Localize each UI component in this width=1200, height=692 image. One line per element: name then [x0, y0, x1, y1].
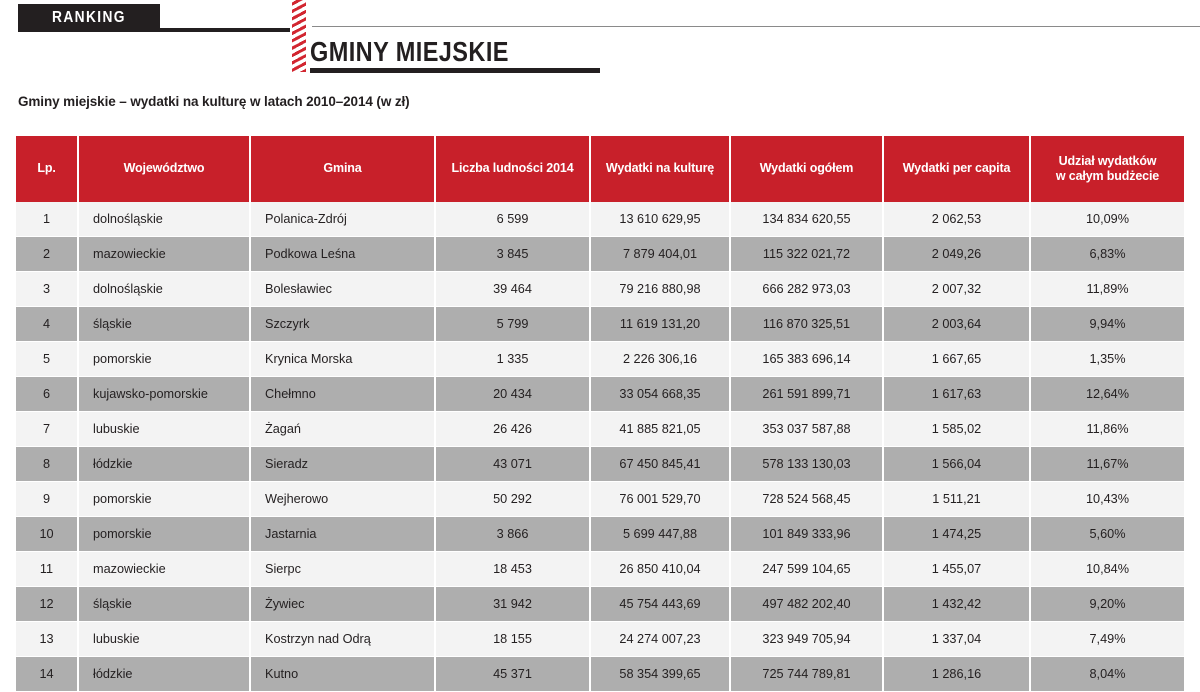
- cell-udzial-wydatkow: 11,86%: [1030, 412, 1184, 447]
- cell-wydatki-per-capita: 1 585,02: [883, 412, 1030, 447]
- cell-wojewodztwo: pomorskie: [78, 342, 250, 377]
- cell-wydatki-na-kulture: 45 754 443,69: [590, 587, 730, 622]
- table-row[interactable]: [16, 447, 1184, 482]
- cell-liczba-ludnosci: 31 942: [435, 587, 590, 622]
- cell-liczba-ludnosci: 3 866: [435, 517, 590, 552]
- ranking-table-container: [16, 136, 1184, 692]
- cell-wydatki-ogolem: 323 949 705,94: [730, 622, 883, 657]
- cell-wydatki-ogolem: 261 591 899,71: [730, 377, 883, 412]
- table-header-row: [16, 136, 1184, 202]
- table-row[interactable]: [16, 202, 1184, 237]
- cell-lp: 9: [16, 482, 78, 517]
- cell-wojewodztwo: pomorskie: [78, 482, 250, 517]
- cell-wydatki-na-kulture: 33 054 668,35: [590, 377, 730, 412]
- table-row[interactable]: [16, 622, 1184, 657]
- cell-wydatki-na-kulture: 24 274 007,23: [590, 622, 730, 657]
- cell-lp: 10: [16, 517, 78, 552]
- cell-wojewodztwo: mazowieckie: [78, 552, 250, 587]
- cell-wydatki-per-capita: 2 049,26: [883, 237, 1030, 272]
- column-header-liczba-ludnosci[interactable]: Liczba ludności 2014: [435, 136, 590, 202]
- cell-udzial-wydatkow: 10,84%: [1030, 552, 1184, 587]
- cell-wydatki-ogolem: 134 834 620,55: [730, 202, 883, 237]
- cell-wydatki-per-capita: 1 474,25: [883, 517, 1030, 552]
- table-header: [16, 136, 1184, 202]
- table-row[interactable]: [16, 237, 1184, 272]
- table-row[interactable]: [16, 517, 1184, 552]
- cell-gmina: Bolesławiec: [250, 272, 435, 307]
- cell-liczba-ludnosci: 6 599: [435, 202, 590, 237]
- cell-gmina: Kutno: [250, 657, 435, 692]
- cell-udzial-wydatkow: 10,09%: [1030, 202, 1184, 237]
- table-row[interactable]: [16, 657, 1184, 692]
- cell-wydatki-ogolem: 101 849 333,96: [730, 517, 883, 552]
- cell-wydatki-per-capita: 1 511,21: [883, 482, 1030, 517]
- cell-liczba-ludnosci: 3 845: [435, 237, 590, 272]
- cell-udzial-wydatkow: 12,64%: [1030, 377, 1184, 412]
- cell-wydatki-ogolem: 578 133 130,03: [730, 447, 883, 482]
- cell-liczba-ludnosci: 26 426: [435, 412, 590, 447]
- cell-wydatki-na-kulture: 26 850 410,04: [590, 552, 730, 587]
- cell-wydatki-na-kulture: 11 619 131,20: [590, 307, 730, 342]
- cell-gmina: Sierpc: [250, 552, 435, 587]
- cell-gmina: Sieradz: [250, 447, 435, 482]
- diagonal-hatch-decoration-icon: [292, 0, 306, 72]
- table-row[interactable]: [16, 377, 1184, 412]
- column-header-wydatki-per-capita[interactable]: Wydatki per capita: [883, 136, 1030, 202]
- cell-gmina: Polanica-Zdrój: [250, 202, 435, 237]
- cell-gmina: Żywiec: [250, 587, 435, 622]
- cell-wojewodztwo: kujawsko-pomorskie: [78, 377, 250, 412]
- cell-udzial-wydatkow: 7,49%: [1030, 622, 1184, 657]
- cell-wydatki-na-kulture: 67 450 845,41: [590, 447, 730, 482]
- cell-udzial-wydatkow: 11,89%: [1030, 272, 1184, 307]
- cell-wydatki-na-kulture: 2 226 306,16: [590, 342, 730, 377]
- cell-lp: 1: [16, 202, 78, 237]
- cell-lp: 3: [16, 272, 78, 307]
- cell-wydatki-na-kulture: 5 699 447,88: [590, 517, 730, 552]
- cell-liczba-ludnosci: 50 292: [435, 482, 590, 517]
- cell-wydatki-per-capita: 1 286,16: [883, 657, 1030, 692]
- cell-wojewodztwo: śląskie: [78, 307, 250, 342]
- cell-wydatki-per-capita: 2 007,32: [883, 272, 1030, 307]
- cell-wojewodztwo: łódzkie: [78, 657, 250, 692]
- cell-gmina: Szczyrk: [250, 307, 435, 342]
- column-header-wydatki-na-kulture[interactable]: Wydatki na kulturę: [590, 136, 730, 202]
- cell-wydatki-per-capita: 1 432,42: [883, 587, 1030, 622]
- cell-lp: 6: [16, 377, 78, 412]
- table-row[interactable]: [16, 307, 1184, 342]
- cell-wojewodztwo: łódzkie: [78, 447, 250, 482]
- cell-gmina: Żagań: [250, 412, 435, 447]
- column-header-wydatki-ogolem[interactable]: Wydatki ogółem: [730, 136, 883, 202]
- ranking-badge-label: RANKING: [52, 9, 126, 26]
- cell-udzial-wydatkow: 1,35%: [1030, 342, 1184, 377]
- cell-wydatki-per-capita: 1 667,65: [883, 342, 1030, 377]
- cell-liczba-ludnosci: 43 071: [435, 447, 590, 482]
- cell-wydatki-ogolem: 497 482 202,40: [730, 587, 883, 622]
- cell-lp: 14: [16, 657, 78, 692]
- cell-liczba-ludnosci: 45 371: [435, 657, 590, 692]
- cell-udzial-wydatkow: 6,83%: [1030, 237, 1184, 272]
- cell-udzial-wydatkow: 5,60%: [1030, 517, 1184, 552]
- table-row[interactable]: [16, 342, 1184, 377]
- cell-wydatki-ogolem: 666 282 973,03: [730, 272, 883, 307]
- cell-wydatki-per-capita: 2 003,64: [883, 307, 1030, 342]
- cell-lp: 7: [16, 412, 78, 447]
- cell-wydatki-ogolem: 115 322 021,72: [730, 237, 883, 272]
- cell-wojewodztwo: dolnośląskie: [78, 202, 250, 237]
- cell-udzial-wydatkow: 9,20%: [1030, 587, 1184, 622]
- cell-udzial-wydatkow: 8,04%: [1030, 657, 1184, 692]
- column-header-udzial-line1: Udział wydatków: [1058, 153, 1157, 168]
- cell-wydatki-per-capita: 2 062,53: [883, 202, 1030, 237]
- cell-liczba-ludnosci: 1 335: [435, 342, 590, 377]
- cell-wydatki-na-kulture: 13 610 629,95: [590, 202, 730, 237]
- cell-udzial-wydatkow: 10,43%: [1030, 482, 1184, 517]
- cell-wydatki-na-kulture: 76 001 529,70: [590, 482, 730, 517]
- table-row[interactable]: [16, 587, 1184, 622]
- cell-udzial-wydatkow: 9,94%: [1030, 307, 1184, 342]
- section-title: GMINY MIEJSKIE: [310, 36, 509, 67]
- cell-udzial-wydatkow: 11,67%: [1030, 447, 1184, 482]
- cell-liczba-ludnosci: 5 799: [435, 307, 590, 342]
- column-header-lp[interactable]: Lp.: [16, 136, 78, 202]
- column-header-udzial-wydatkow[interactable]: [1030, 136, 1184, 202]
- cell-gmina: Jastarnia: [250, 517, 435, 552]
- cell-wojewodztwo: śląskie: [78, 587, 250, 622]
- table-row[interactable]: [16, 412, 1184, 447]
- cell-wydatki-na-kulture: 7 879 404,01: [590, 237, 730, 272]
- cell-gmina: Krynica Morska: [250, 342, 435, 377]
- cell-wydatki-per-capita: 1 566,04: [883, 447, 1030, 482]
- cell-gmina: Podkowa Leśna: [250, 237, 435, 272]
- cell-lp: 4: [16, 307, 78, 342]
- cell-wydatki-per-capita: 1 337,04: [883, 622, 1030, 657]
- cell-wydatki-ogolem: 165 383 696,14: [730, 342, 883, 377]
- cell-lp: 13: [16, 622, 78, 657]
- cell-wojewodztwo: pomorskie: [78, 517, 250, 552]
- cell-lp: 5: [16, 342, 78, 377]
- cell-lp: 11: [16, 552, 78, 587]
- section-topline-divider: [312, 26, 1200, 27]
- cell-wydatki-ogolem: 247 599 104,65: [730, 552, 883, 587]
- table-body: [16, 202, 1184, 692]
- cell-wydatki-na-kulture: 41 885 821,05: [590, 412, 730, 447]
- cell-wojewodztwo: lubuskie: [78, 622, 250, 657]
- cell-wydatki-na-kulture: 58 354 399,65: [590, 657, 730, 692]
- column-header-udzial-line2: w całym budżecie: [1055, 169, 1160, 183]
- section-underline-divider: [310, 68, 600, 73]
- cell-wydatki-na-kulture: 79 216 880,98: [590, 272, 730, 307]
- cell-lp: 2: [16, 237, 78, 272]
- ranking-table: [16, 136, 1184, 692]
- ranking-rule: [18, 28, 290, 32]
- cell-wojewodztwo: mazowieckie: [78, 237, 250, 272]
- cell-wydatki-per-capita: 1 617,63: [883, 377, 1030, 412]
- column-header-gmina[interactable]: Gmina: [250, 136, 435, 202]
- cell-liczba-ludnosci: 39 464: [435, 272, 590, 307]
- table-row[interactable]: [16, 482, 1184, 517]
- table-row[interactable]: [16, 272, 1184, 307]
- cell-liczba-ludnosci: 18 155: [435, 622, 590, 657]
- cell-wydatki-per-capita: 1 455,07: [883, 552, 1030, 587]
- cell-gmina: Chełmno: [250, 377, 435, 412]
- cell-lp: 12: [16, 587, 78, 622]
- cell-gmina: Wejherowo: [250, 482, 435, 517]
- cell-lp: 8: [16, 447, 78, 482]
- table-caption: Gminy miejskie – wydatki na kulturę w latach 2010–2014 (w zł): [18, 94, 410, 109]
- cell-liczba-ludnosci: 18 453: [435, 552, 590, 587]
- cell-wydatki-ogolem: 725 744 789,81: [730, 657, 883, 692]
- cell-wydatki-ogolem: 116 870 325,51: [730, 307, 883, 342]
- column-header-wojewodztwo[interactable]: Województwo: [78, 136, 250, 202]
- cell-wydatki-ogolem: 728 524 568,45: [730, 482, 883, 517]
- cell-wojewodztwo: dolnośląskie: [78, 272, 250, 307]
- cell-liczba-ludnosci: 20 434: [435, 377, 590, 412]
- cell-gmina: Kostrzyn nad Odrą: [250, 622, 435, 657]
- cell-wydatki-ogolem: 353 037 587,88: [730, 412, 883, 447]
- masthead: [0, 0, 1200, 90]
- table-row[interactable]: [16, 552, 1184, 587]
- cell-wojewodztwo: lubuskie: [78, 412, 250, 447]
